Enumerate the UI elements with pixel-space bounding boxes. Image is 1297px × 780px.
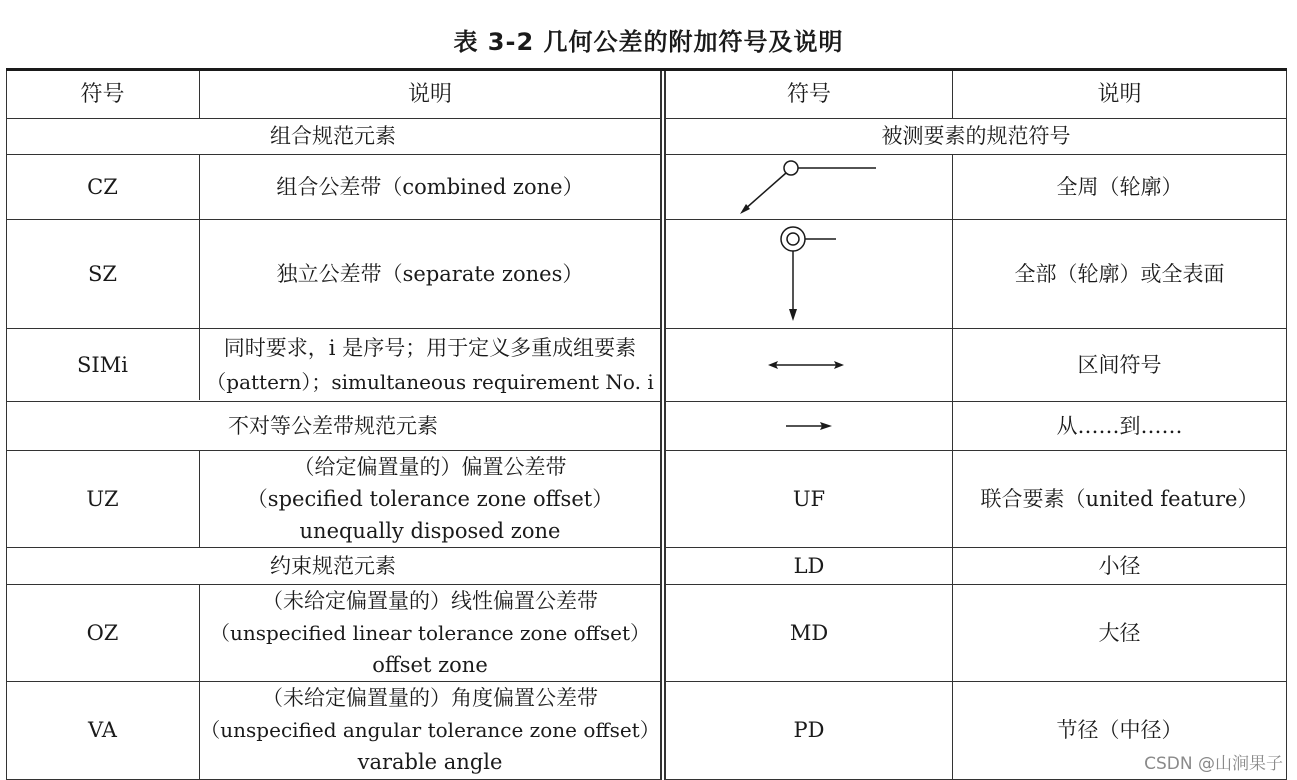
description-cell: 同时要求，i 是序号；用于定义多重成组要素 （pattern）；simultaneous requirement No. i <box>206 335 654 394</box>
symbol-cell: SIMi <box>77 352 128 377</box>
all-over-surface-icon <box>776 225 856 325</box>
description-cell: 大径 <box>1098 620 1141 645</box>
section-title: 被测要素的规范符号 <box>881 124 1071 148</box>
description-cell: 全部（轮廓）或全表面 <box>1014 261 1225 286</box>
symbol-cell: CZ <box>87 174 118 199</box>
from-to-arrow-icon <box>784 419 834 433</box>
description-cell: 独立公差带（separate zones） <box>276 261 584 286</box>
symbol-cell: UF <box>792 486 826 511</box>
description-cell: 节径（中径） <box>1056 718 1183 742</box>
symbol-cell: LD <box>793 553 825 578</box>
section-title: 约束规范元素 <box>270 553 396 578</box>
description-cell: 联合要素（united feature） <box>980 486 1259 511</box>
watermark: CSDN @山涧果子 <box>1144 754 1283 774</box>
description-cell: 从……到…… <box>1056 413 1183 438</box>
table-caption: 表 3-2 几何公差的附加符号及说明 <box>453 28 844 56</box>
description-cell: （未给定偏置量的）角度偏置公差带 （unspecified angular tolerance zone offset） varable angle <box>200 686 660 774</box>
geometric-tolerance-symbols-table <box>6 68 1287 780</box>
header-symbol-left: 符号 <box>80 81 125 107</box>
section-title: 组合规范元素 <box>270 124 396 148</box>
description-cell: 小径 <box>1098 553 1141 578</box>
all-around-profile-icon <box>736 160 886 220</box>
symbol-cell: MD <box>789 620 829 645</box>
header-desc-right: 说明 <box>1097 81 1142 107</box>
header-desc-left: 说明 <box>407 81 452 107</box>
symbol-cell: PD <box>793 718 825 742</box>
description-cell: （给定偏置量的）偏置公差带 （specified tolerance zone offset） unequally disposed zone <box>246 454 614 543</box>
double-divider <box>660 71 662 780</box>
symbol-cell: SZ <box>88 261 117 286</box>
symbol-cell: UZ <box>86 486 119 511</box>
header-symbol-right: 符号 <box>786 81 831 107</box>
description-cell: 全周（轮廓） <box>1056 174 1183 199</box>
description-cell: 组合公差带（combined zone） <box>276 174 584 199</box>
symbol-cell: OZ <box>86 620 119 645</box>
symbol-cell: VA <box>88 718 117 742</box>
section-title: 不对等公差带规范元素 <box>228 413 438 438</box>
description-cell: 区间符号 <box>1077 352 1162 377</box>
between-arrow-icon <box>766 358 846 372</box>
description-cell: （未给定偏置量的）线性偏置公差带 （unspecified linear tolerance zone offset） offset zone <box>209 588 651 677</box>
right-border <box>1286 71 1287 780</box>
